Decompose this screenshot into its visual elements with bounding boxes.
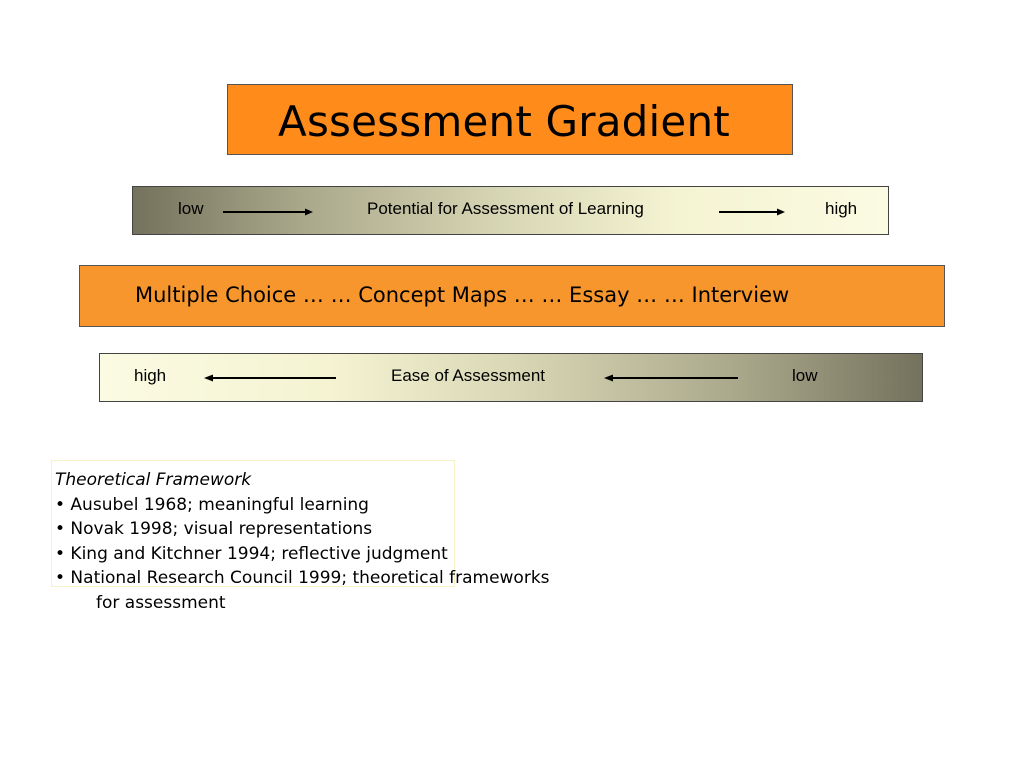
potential-center-label: Potential for Assessment of Learning [367,199,644,218]
ease-high-label: high [134,366,167,385]
ease-center-label: Ease of Assessment [391,366,546,385]
ease-low-label: low [792,366,818,385]
slide-title: Assessment Gradient [278,97,730,146]
framework-item: • Novak 1998; visual representations [55,519,373,539]
framework-item: • Ausubel 1968; meaningful learning [55,494,369,515]
framework-heading: Theoretical Framework [55,470,252,490]
assessment-potential-bar [132,186,889,235]
theoretical-framework [55,468,550,615]
potential-arrow-left-head [305,209,313,216]
framework-item: • King and Kitchner 1994; reflective judgment [55,543,448,564]
assessment-methods-box [79,265,945,327]
potential-high-label: high [825,199,858,218]
framework-item: • National Research Council 1999; theoretical frameworks [55,568,550,588]
framework-item-continuation: for assessment [96,592,226,613]
title-box [227,84,793,155]
ease-of-assessment-bar [99,353,923,402]
potential-arrow-right-head [777,209,785,216]
assessment-methods-text: Multiple Choice … … Concept Maps … … Essay … … Interview [135,283,790,307]
potential-low-label: low [178,199,204,218]
